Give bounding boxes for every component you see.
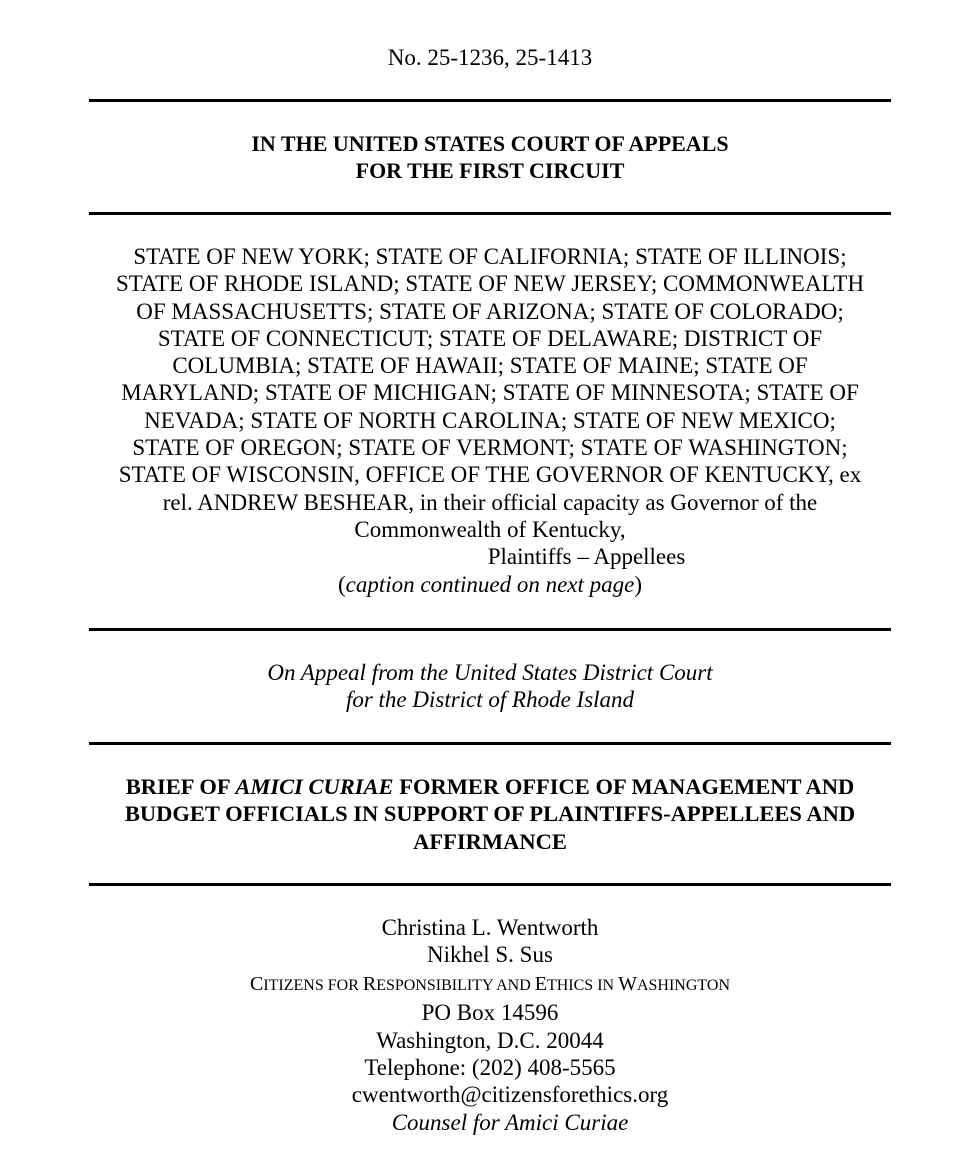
caption-line: MARYLAND; STATE OF MICHIGAN; STATE OF MINNESOTA; STATE OF [121,380,859,406]
caption-continued: (caption continued on next page) [337,571,643,597]
counsel-name-1: Christina L. Wentworth [381,915,599,940]
appeal-line-2: for the District of Rhode Island [345,687,635,713]
caption-line: STATE OF CONNECTICUT; STATE OF DELAWARE; DISTRICT OF [157,325,823,351]
caption-line: STATE OF OREGON; STATE OF VERMONT; STATE OF WASHINGTON; [132,435,848,461]
caption-line: STATE OF RHODE ISLAND; STATE OF NEW JERSEY; COMMONWEALTH [115,271,865,297]
divider-2 [89,212,891,215]
counsel-city: Washington, D.C. 20044 [376,1027,604,1053]
caption-line: Commonwealth of Kentucky, [354,516,626,542]
docket-number: No. 25-1236, 25-1413 [387,45,593,70]
counsel-block [89,914,891,1136]
caption-line: NEVADA; STATE OF NORTH CAROLINA; STATE OF NEW MEXICO; [144,407,836,433]
court-heading [89,130,891,185]
caption-line: OF MASSACHUSETTS; STATE OF ARIZONA; STATE OF COLORADO; [136,298,844,324]
brief-title-line-2: BUDGET OFFICIALS IN SUPPORT OF PLAINTIFFS-APPELLEES AND [124,801,856,827]
caption-role: Plaintiffs – Appellees [487,544,686,570]
brief-title-line-1: BRIEF OF AMICI CURIAE FORMER OFFICE OF MANAGEMENT AND [125,774,855,799]
court-line-2: FOR THE FIRST CIRCUIT [355,158,625,184]
divider-5 [89,883,891,886]
divider-4 [89,742,891,745]
brief-title [89,773,891,855]
counsel-name-2: Nikhel S. Sus [427,942,553,968]
caption-parties [89,243,891,598]
divider-3 [89,628,891,631]
appeal-line-1: On Appeal from the United States District Court [267,660,713,685]
caption-line: COLUMBIA; STATE OF HAWAII; STATE OF MAINE; STATE OF [172,353,808,379]
court-line-1: IN THE UNITED STATES COURT OF APPEALS [251,131,729,156]
brief-title-line-3: AFFIRMANCE [413,828,567,854]
counsel-organization: CITIZENS FOR RESPONSIBILITY AND ETHICS IN WASHINGTON [249,972,731,995]
counsel-telephone: Telephone: (202) 408-5565 [364,1055,616,1081]
divider-1 [89,99,891,102]
counsel-role: Counsel for Amici Curiae [391,1109,629,1135]
appeal-origin [89,659,891,714]
caption-line: STATE OF WISCONSIN, OFFICE OF THE GOVERNOR OF KENTUCKY, ex [118,462,862,488]
caption-line: rel. ANDREW BESHEAR, in their official capacity as Governor of the [162,489,818,515]
counsel-po-box: PO Box 14596 [421,1000,559,1026]
caption-line: STATE OF NEW YORK; STATE OF CALIFORNIA; STATE OF ILLINOIS; [133,244,847,269]
counsel-email: cwentworth@citizensforethics.org [351,1082,669,1108]
